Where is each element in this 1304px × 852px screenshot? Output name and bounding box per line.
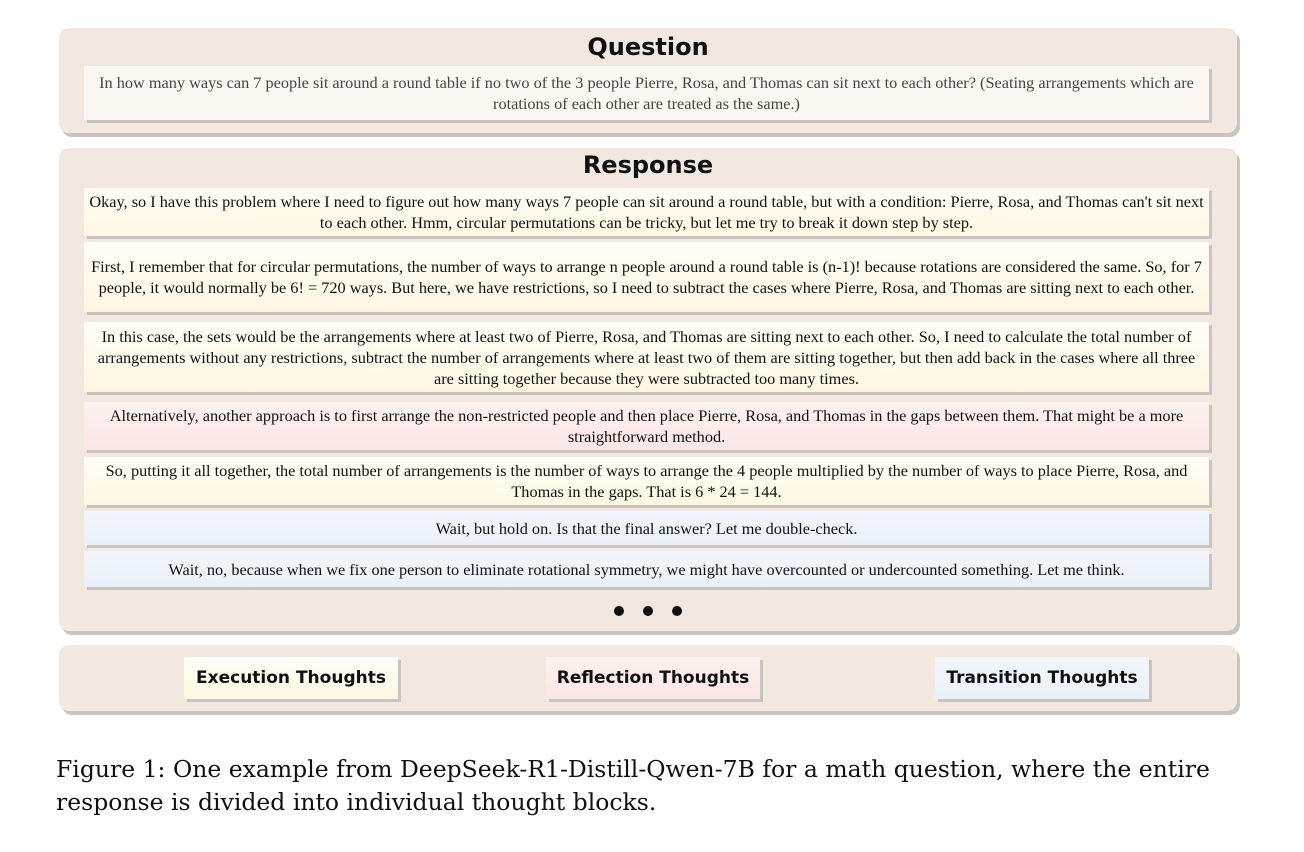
thought-block-2: First, I remember that for circular permutations, the number of ways to arrange n people around a round table is (n-1)! because rotations are considered the same. So, for 7 people, it would normally be 6! = 720 ways. But here, we have restrictions, so I need to subtract the cases where Pierre, Rosa, and Thomas are sitting next to each other. [84, 242, 1209, 312]
thought-block-6: Wait, but hold on. Is that the final answer? Let me double-check. [84, 511, 1209, 545]
legend-transition: Transition Thoughts [935, 657, 1149, 699]
figure-caption: Figure 1: One example from DeepSeek-R1-Distill-Qwen-7B for a math question, where the entire response is divided into individual thought blocks. [56, 755, 1210, 816]
response-title: Response [582, 151, 714, 179]
thought-block-3: In this case, the sets would be the arrangements where at least two of Pierre, Rosa, and Thomas are sitting next to each other. So, I need to calculate the total number of arrangements without any restrictions, subtract the number of arrangements where at least two of them are sitting together, but then add back in the cases where all three are sitting together because they were subtracted too many times. [84, 322, 1209, 392]
question-panel [59, 28, 1237, 133]
thought-block-4: Alternatively, another approach is to first arrange the non-restricted people and then place Pierre, Rosa, and Thomas in the gaps between them. That might be a more straightforward method. [84, 402, 1209, 450]
question-title: Question [587, 33, 709, 61]
thought-block-7: Wait, no, because when we fix one person to eliminate rotational symmetry, we might have overcounted or undercounted something. Let me think. [84, 551, 1209, 587]
legend-reflection: Reflection Thoughts [546, 657, 760, 699]
thought-block-5: So, putting it all together, the total number of arrangements is the number of ways to arrange the 4 people multiplied by the number of ways to place Pierre, Rosa, and Thomas in the gaps. That is 6 * 24 = 144. [84, 457, 1209, 505]
dot [643, 606, 653, 616]
question-text: In how many ways can 7 people sit around a round table if no two of the 3 people Pierre, Rosa, and Thomas can sit next to each other? (Seating arrangements which are rotations of each other are treated as the same.) [84, 66, 1209, 120]
thought-block-1: Okay, so I have this problem where I need to figure out how many ways 7 people can sit around a round table, but with a condition: Pierre, Rosa, and Thomas can't sit next to each other. Hmm, circular permutations can be tricky, but let me try to break it down step by step. [84, 188, 1209, 236]
ellipsis-icon [59, 606, 1237, 616]
dot [614, 606, 624, 616]
response-panel [59, 148, 1237, 631]
legend-panel [59, 645, 1237, 711]
legend-execution: Execution Thoughts [184, 657, 398, 699]
dot [672, 606, 682, 616]
